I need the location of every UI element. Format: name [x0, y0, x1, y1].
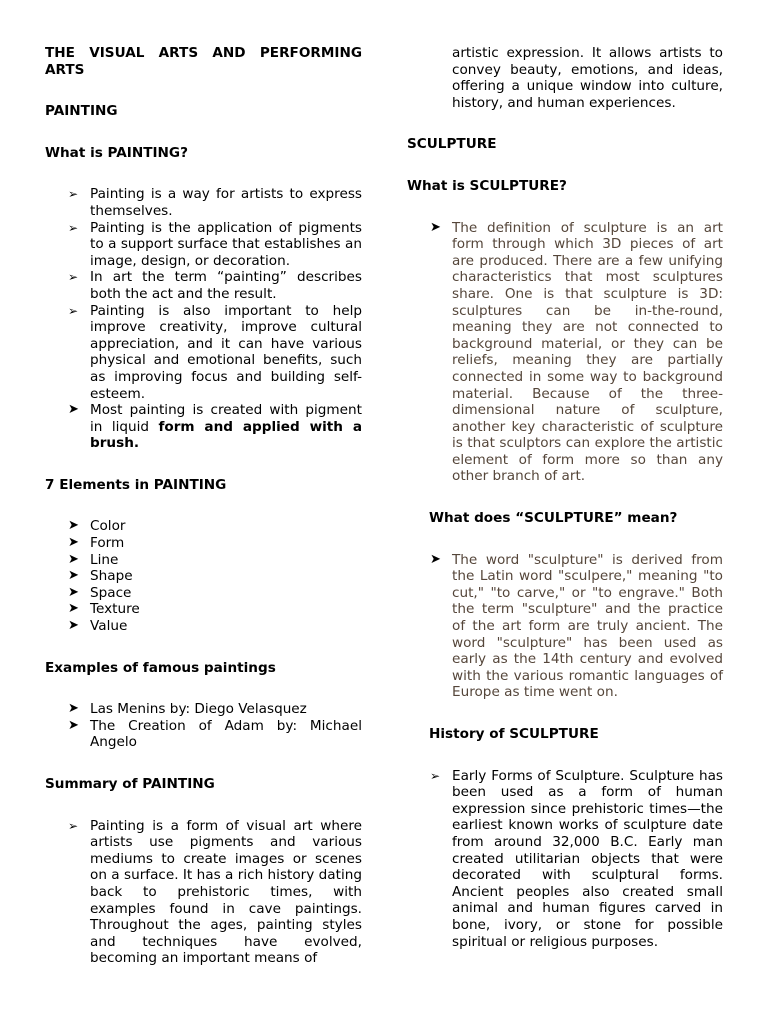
what-is-painting-list	[68, 186, 362, 452]
solid-arrow-bullet-icon: ➤	[430, 219, 441, 235]
summary-list	[68, 817, 362, 967]
painting-heading: PAINTING	[45, 103, 118, 120]
list-item: ➢ Painting is the application of pigments to a support surface that establishes an image, design, or decoration.	[68, 219, 362, 269]
definition-list	[430, 219, 723, 486]
list-item: ➤ Las Menins by: Diego Velasquez	[68, 701, 307, 718]
elements-heading: 7 Elements in PAINTING	[45, 476, 227, 493]
solid-arrow-bullet-icon: ➤	[68, 584, 79, 600]
solid-arrow-bullet-icon: ➤	[68, 601, 79, 617]
right-column	[407, 45, 723, 950]
list-item: ➢ Painting is a form of visual art where artists use pigments and various mediums to create images or scenes on a surface. It has a rich history dating back to prehistoric times, with examples found in cave paintings. Throughout the ages, painting styles and techniques have evolved, becoming an important means of	[68, 817, 362, 967]
solid-arrow-bullet-icon: ➤	[68, 535, 79, 551]
list-item: ➤ Color	[68, 518, 126, 535]
list-item: ➤ The definition of sculpture is an art form through which 3D pieces of art are produced. There are a few unifying characteristics that most sculptures share. One is that sculpture is 3D: sculptures can be in-the-round, meaning they are not connected to background material, or they can be reliefs, meaning they are partially connected in some way to background material. Because of the three-dimensional nature of sculpture, another key characteristic of sculpture is that sculptors can explore the artistic element of form more so than any other branch of art.	[430, 219, 723, 485]
solid-arrow-bullet-icon: ➤	[68, 402, 79, 418]
outline-arrow-bullet-icon: ➢	[430, 768, 441, 783]
solid-arrow-bullet-icon: ➤	[68, 568, 79, 584]
outline-arrow-bullet-icon: ➢	[68, 303, 79, 318]
list-item: ➤ The word "sculpture" is derived from the Latin word "sculpere," meaning "to cut," "to carve," or "to engrave." Both the term "sculpture" and the practice of the art form are truly ancient. The word "sculpture" has been used as early as the 14th century and evolved with the various romantic languages of Europe as time went on.	[430, 551, 723, 701]
history-list	[430, 767, 723, 951]
solid-arrow-bullet-icon: ➤	[68, 518, 79, 534]
list-item: ➢ Painting is also important to help improve creativity, improve cultural appreciation, and it can have various physical and emotional benefits, such as improving focus and building self-esteem.	[68, 302, 362, 402]
solid-arrow-bullet-icon: ➤	[68, 717, 79, 733]
sculpture-heading: SCULPTURE	[407, 136, 497, 153]
list-item: ➢ In art the term “painting” describes both the act and the result.	[68, 269, 362, 302]
list-item: ➤ Shape	[68, 568, 133, 585]
summary-continued: artistic expression. It allows artists to convey beauty, emotions, and ideas, offering a unique window into culture, history, and human experiences.	[452, 45, 723, 111]
outline-arrow-bullet-icon: ➢	[68, 220, 79, 235]
what-is-painting-heading: What is PAINTING?	[45, 144, 188, 161]
list-item: ➢ Painting is a way for artists to express themselves.	[68, 186, 362, 219]
left-column	[45, 45, 362, 967]
document-title: THE VISUAL ARTS AND PERFORMING ARTS	[45, 45, 362, 78]
solid-arrow-bullet-icon: ➤	[68, 701, 79, 717]
history-heading: History of SCULPTURE	[429, 726, 599, 742]
list-item: ➤ Space	[68, 584, 132, 601]
solid-arrow-bullet-icon: ➤	[430, 551, 441, 567]
list-item: ➤ Value	[68, 618, 128, 635]
list-item: ➢ Early Forms of Sculpture. Sculpture has been used as a form of human expression since prehistoric times—the earliest known works of sculpture date from around 32,000 B.C. Early man created utilitarian objects that were decorated with sculptural forms. Ancient peoples also created small animal and human figures carved in bone, ivory, or stone for possible spiritual or religious purposes.	[430, 767, 723, 950]
list-item: ➤ The Creation of Adam by: Michael Angelo	[68, 717, 362, 751]
summary-heading: Summary of PAINTING	[45, 776, 215, 792]
list-item: ➤ Most painting is created with pigment in liquid form and applied with a brush.	[68, 402, 362, 452]
examples-heading: Examples of famous paintings	[45, 659, 276, 676]
list-item: ➤ Form	[68, 535, 125, 552]
outline-arrow-bullet-icon: ➢	[68, 270, 79, 285]
outline-arrow-bullet-icon: ➢	[68, 187, 79, 202]
list-item: ➤ Line	[68, 551, 119, 568]
meaning-list	[430, 551, 723, 701]
elements-list	[68, 518, 362, 635]
solid-arrow-bullet-icon: ➤	[68, 618, 79, 634]
outline-arrow-bullet-icon: ➢	[68, 818, 79, 833]
solid-arrow-bullet-icon: ➤	[68, 551, 79, 567]
list-item: ➤ Texture	[68, 601, 140, 618]
what-is-sculpture-heading: What is SCULPTURE?	[407, 177, 567, 194]
meaning-heading: What does “SCULPTURE” mean?	[429, 510, 678, 527]
examples-list	[68, 701, 362, 751]
